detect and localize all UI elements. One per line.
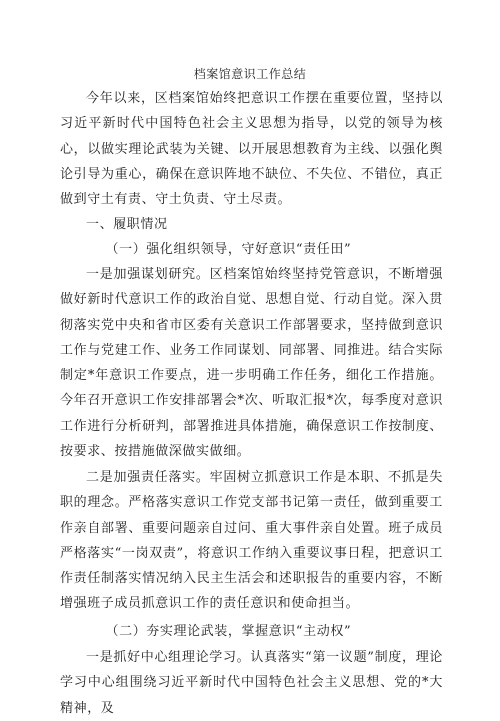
subheading-theory: （二）夯实理论武装，掌握意识“主动权” — [105, 624, 352, 639]
intro-paragraph: 今年以来，区档案馆始终把意识工作摆在重要位置，坚持以习近平新时代中国特色社会主义思想为指导，以党的领导为核心，以做实理论武装为关键、以开展思想教育为主线、以强化舆论引导为重心，确保在意识阵地不缺位、不失位、不错位，真正做到守土有责、守土负责、守土尽责。 — [60, 91, 443, 208]
paragraph-study: 一是抓好中心组理论学习。认真落实“第一议题”制度，理论学习中心组围绕习近平新时代中国特色社会主义思想、党的*大精神，及 — [60, 650, 443, 716]
section-heading-duties: 一、履职情况 — [86, 217, 168, 232]
document-title: 档案馆意识工作总结 — [193, 67, 307, 81]
subheading-organization: （一）强化组织领导，守好意识“责任田” — [105, 242, 352, 257]
paragraph-planning: 一是加强谋划研究。区档案馆始终坚持党管意识，不断增强做好新时代意识工作的政治自觉、思想自觉、行动自觉。深入贯彻落实党中央和省市区委有关意识工作部署要求，坚持做到意识工作与党建工作、业务工作同谋划、同部署、同推进。结合实际制定*年意识工作要点，进一步明确工作任务，细化工作措施。今年召开意识工作安排部署会*次、听取汇报*次，每季度对意识工作进行分析研判，部署推进具体措施，确保意识工作按制度、按要求、按措施做深做实做细。 — [60, 267, 443, 460]
paragraph-responsibility: 二是加强责任落实。牢固树立抓意识工作是本职、不抓是失职的理念。严格落实意识工作党支部书记第一责任，做到重要工作亲自部署、重要问题亲自过问、重大事件亲自处置。班子成员严格落实“一岗双责”，将意识工作纳入重要议事日程，把意识工作责任制落实情况纳入民主生活会和述职报告的重要内容，不断增强班子成员抓意识工作的责任意识和使命担当。 — [60, 470, 443, 612]
